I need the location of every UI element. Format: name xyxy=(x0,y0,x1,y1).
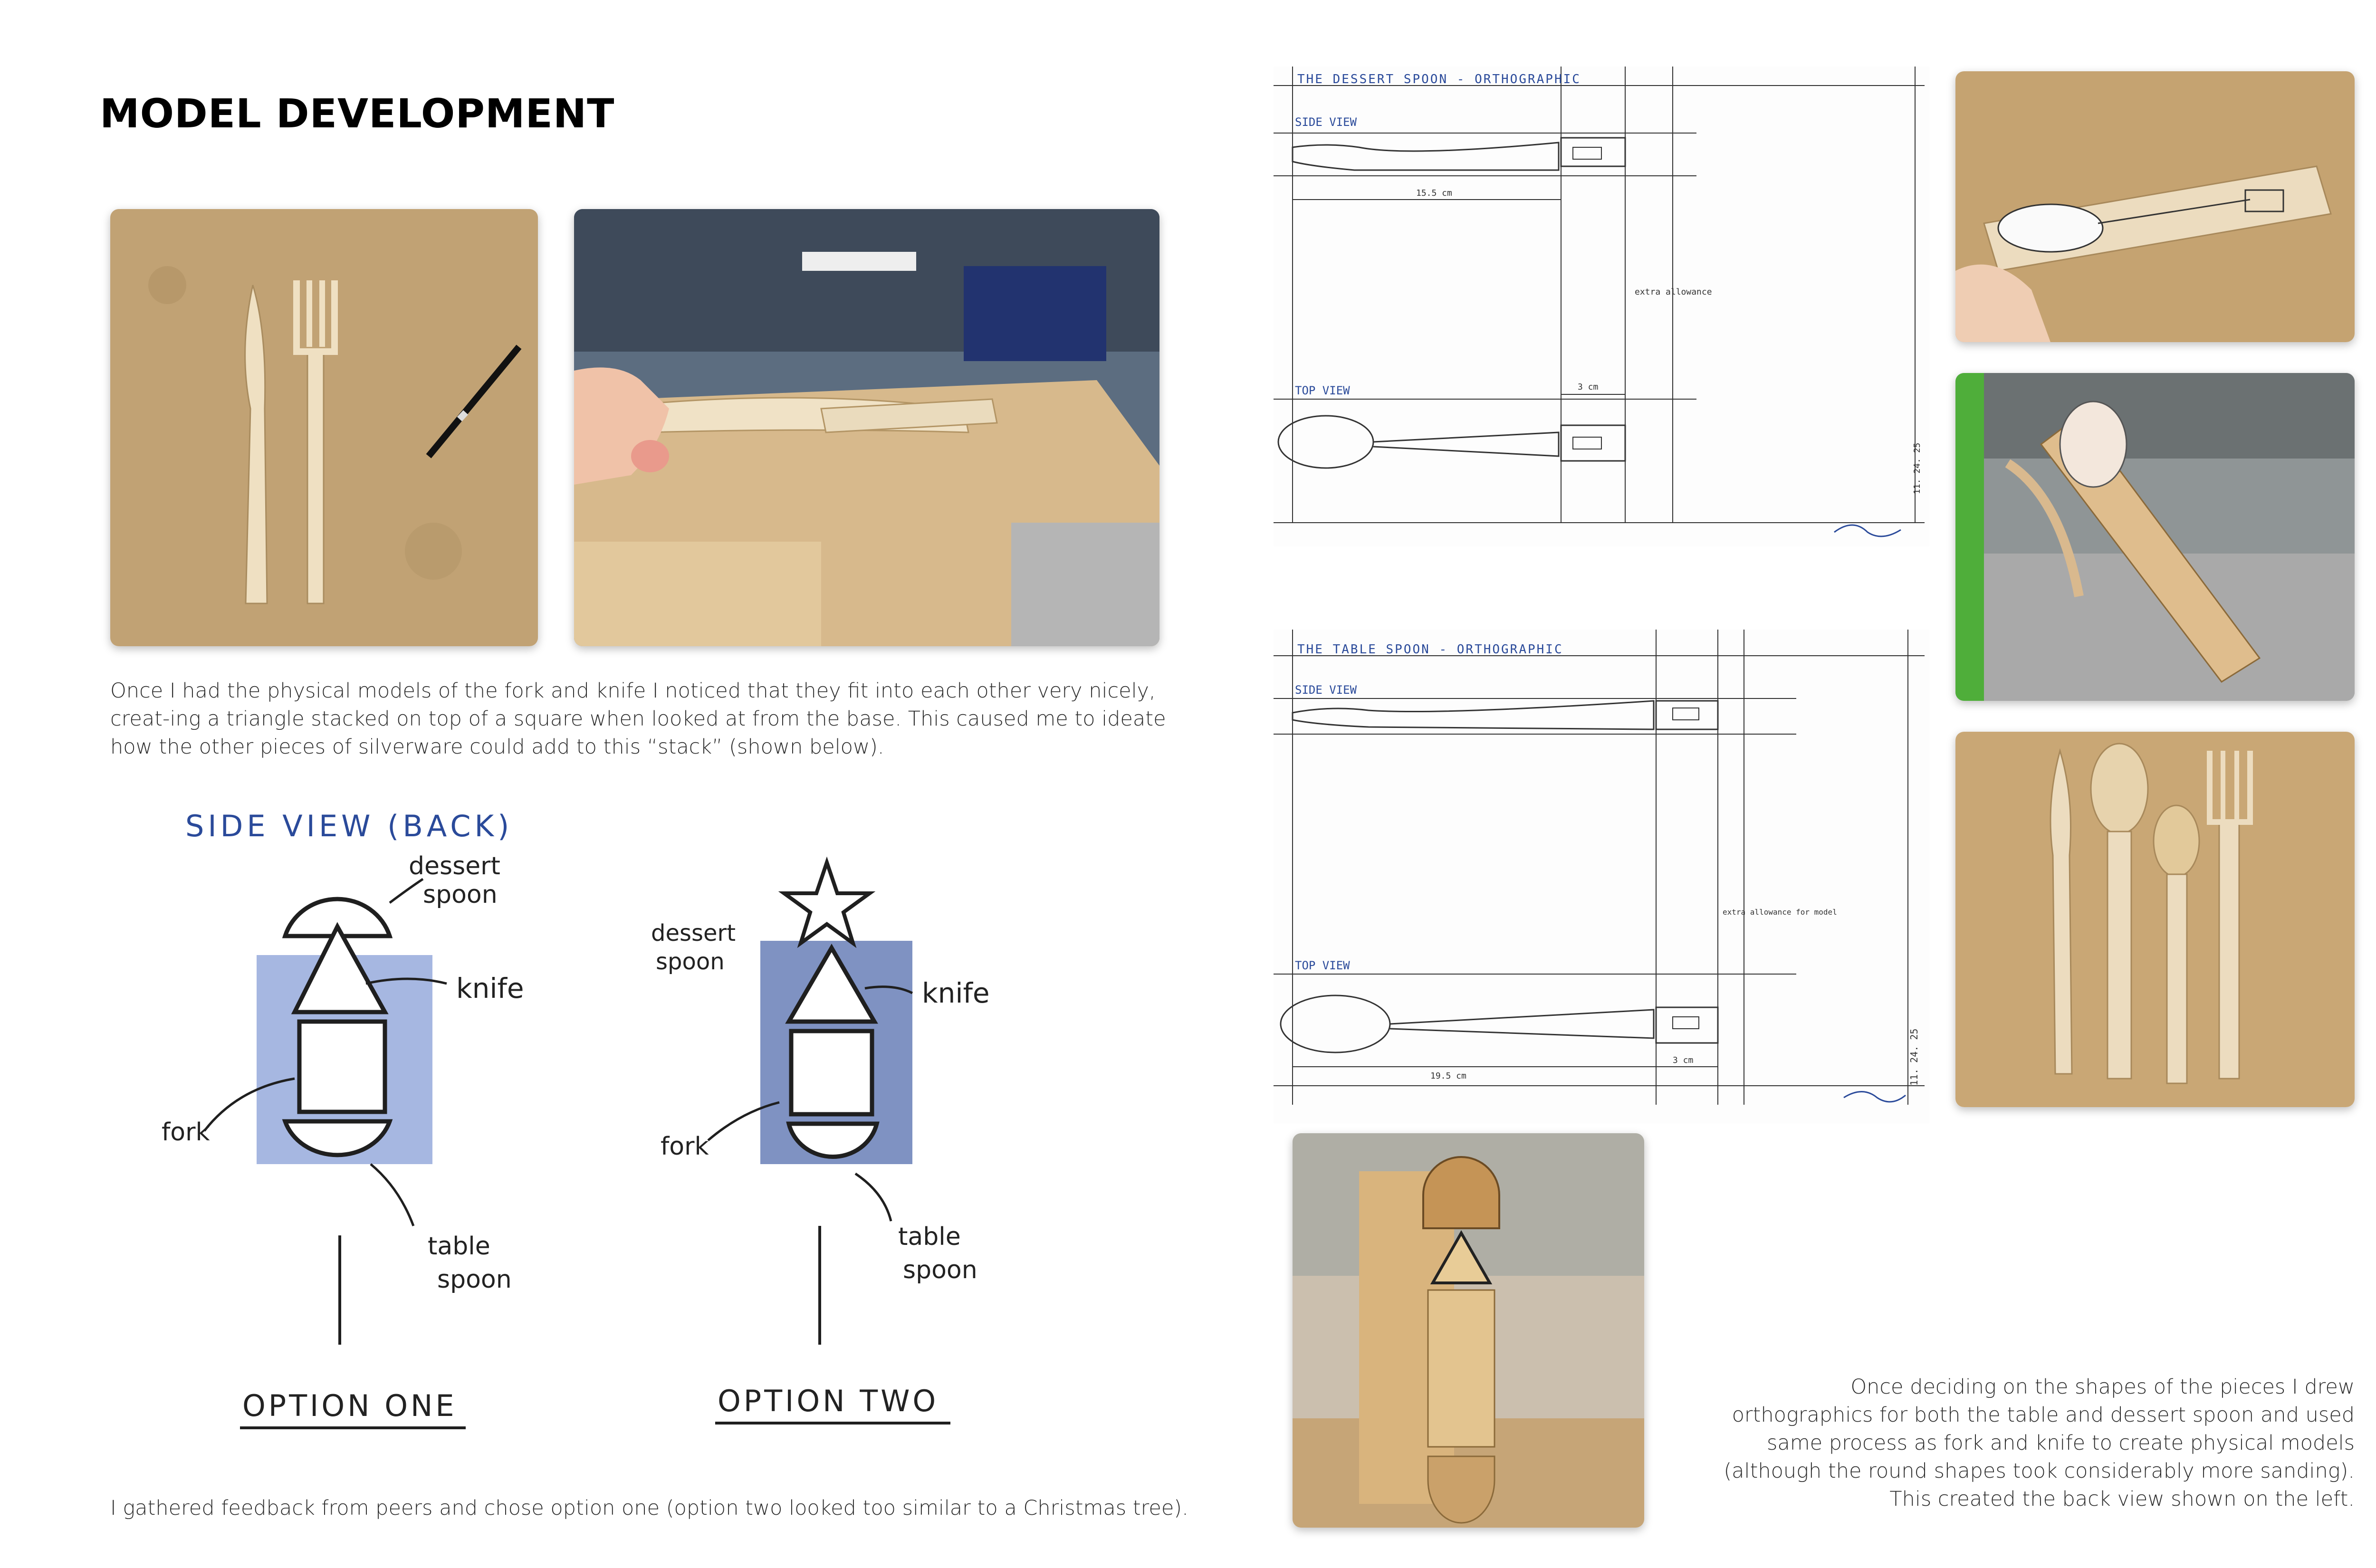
dessert-note: extra allowance xyxy=(1635,287,1712,297)
dessert-length-dimension: 15.5 cm xyxy=(1416,188,1452,198)
table-note: extra allowance for model xyxy=(1723,908,1837,917)
dessert-side-view-label: SIDE VIEW xyxy=(1295,115,1357,129)
option-two-fork-label: fork xyxy=(661,1132,709,1161)
page-title: MODEL DEVELOPMENT xyxy=(100,90,615,137)
table-handle-dimension: 3 cm xyxy=(1673,1055,1694,1065)
option-one-table-spoon-label: spoon xyxy=(437,1265,512,1294)
option-two-knife-label: knife xyxy=(922,977,990,1009)
table-spoon-carving-image xyxy=(1955,373,2355,701)
dessert-spoon-orthographic xyxy=(1274,67,1929,546)
option-two-star-shape xyxy=(784,862,870,943)
photo-finished-models xyxy=(1955,732,2355,1107)
table-drawing-title: THE TABLE SPOON - ORTHOGRAPHIC xyxy=(1297,642,1563,657)
photo-back-view-stack xyxy=(1293,1133,1644,1528)
table-top-view-label: TOP VIEW xyxy=(1295,959,1350,972)
table-length-dimension: 19.5 cm xyxy=(1430,1071,1466,1081)
option-two-table-label: table xyxy=(898,1223,961,1251)
side-view-sketch xyxy=(143,784,1188,1459)
dessert-top-view-label: TOP VIEW xyxy=(1295,384,1350,397)
feedback-paragraph: I gathered feedback from peers and chose option one (option two looked too similar to a Christmas tree). xyxy=(110,1496,1188,1520)
option-one-knife-label: knife xyxy=(456,972,524,1004)
dessert-blank-image xyxy=(1955,71,2355,342)
stacked-models-image xyxy=(574,209,1159,646)
option-one-label: OPTION ONE xyxy=(242,1388,457,1423)
table-spoon-orthographic xyxy=(1274,630,1929,1124)
table-date: 11. 24. 25 xyxy=(1908,1028,1920,1086)
option-two-spoon-label: spoon xyxy=(656,948,725,975)
intro-paragraph: Once I had the physical models of the fork and knife I noticed that they fit into each other very nicely, creat-ing a triangle stacked on top of a square when looked at from the base. This caused me to ideate how the other pieces of silverware could add to this “stack” (shown below). xyxy=(110,679,1166,759)
photo-stacked-models xyxy=(574,209,1159,646)
option-two-fork-shape xyxy=(791,1031,872,1114)
dessert-date: 11. 24. 25 xyxy=(1912,442,1922,494)
option-two-table-spoon-label: spoon xyxy=(903,1256,977,1284)
process-paragraph: Once deciding on the shapes of the pieces I drew orthographics for both the table and dessert spoon and used same process as fork and knife to create physical models (although the round shapes took considerably more sanding). This created the back view shown on the left. xyxy=(1724,1375,2355,1511)
sketch-heading: SIDE VIEW (BACK) xyxy=(185,809,513,843)
option-one-fork-shape xyxy=(299,1022,385,1112)
finished-models-image xyxy=(1955,732,2355,1107)
photo-fork-knife-models xyxy=(110,209,538,646)
table-side-view-label: SIDE VIEW xyxy=(1295,683,1357,697)
option-one-dessert-label: dessert xyxy=(409,852,500,880)
photo-dessert-spoon-blank xyxy=(1955,71,2355,342)
fork-knife-image xyxy=(110,209,538,646)
option-one-table-label: table xyxy=(428,1232,490,1261)
dessert-handle-dimension: 3 cm xyxy=(1578,382,1599,392)
dessert-drawing-title: THE DESSERT SPOON - ORTHOGRAPHIC xyxy=(1297,72,1581,86)
option-two-diagram xyxy=(651,862,990,1423)
photo-table-spoon-carving xyxy=(1955,373,2355,701)
option-one-fork-label: fork xyxy=(162,1118,210,1147)
option-two-label: OPTION TWO xyxy=(718,1384,939,1418)
option-one-spoon-label: spoon xyxy=(423,880,498,909)
back-view-image xyxy=(1293,1133,1644,1528)
option-two-dessert-label: dessert xyxy=(651,920,736,947)
option-one-diagram xyxy=(162,852,524,1428)
